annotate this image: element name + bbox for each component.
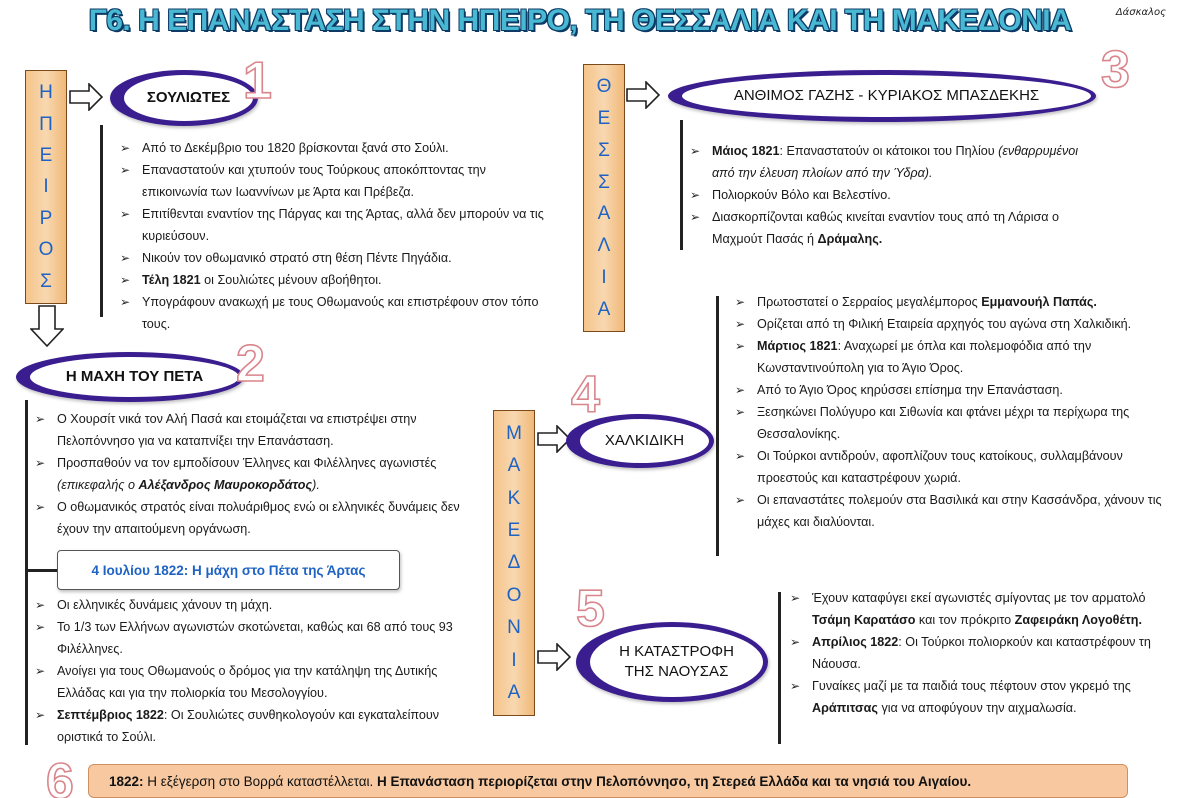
region-letter: Α — [597, 203, 611, 225]
list-item: ➢ Ξεσηκώνει Πολύγυρο και Σιθωνία και φτάνει μέχρι τα περίχωρα της Θεσσαλονίκης. — [733, 401, 1173, 445]
region-letter: Θ — [596, 76, 612, 98]
list-item: ➢ Οι επαναστάτες πολεμούν στα Βασιλικά και στην Κασσάνδρα, χάνουν τις μάχες και διαλύονται. — [733, 489, 1173, 533]
section-5-list — [788, 587, 1178, 719]
arrow-down-icon — [30, 305, 64, 347]
arrow-right-icon — [69, 83, 103, 111]
section-4-heading: ΧΑΛΚΙΔΙΚΗ — [566, 414, 714, 468]
region-letter: Α — [507, 455, 521, 477]
region-letter: Λ — [597, 235, 611, 257]
list-item: ➢ Από το Άγιο Όρος κηρύσσει επίσημα την Επανάσταση. — [733, 379, 1173, 401]
section-3-heading: ΑΝΘΙΜΟΣ ΓΑΖΗΣ - ΚΥΡΙΑΚΟΣ ΜΠΑΣΔΕΚΗΣ — [668, 70, 1096, 122]
list-item: ➢ Μάιος 1821: Επαναστατούν οι κάτοικοι του Πηλίου (ενθαρρυμένοι από την έλευση πλοίων από την Ύδρα). — [688, 140, 1098, 184]
region-letter: Ο — [506, 584, 522, 606]
section-5-heading: Η ΚΑΤΑΣΤΡΟΦΗ ΤΗΣ ΝΑΟΥΣΑΣ — [576, 622, 768, 702]
list-item: ➢ Πρωτοστατεί ο Σερραίος μεγαλέμπορος Εμμανουήλ Παπάς. — [733, 291, 1173, 313]
region-letter: Μ — [506, 422, 522, 444]
list-item: ➢ Επαναστατούν και χτυπούν τους Τούρκους αποκόπτοντας την επικοινωνία των Ιωαννίνων με Άρτα και Πρέβεζα. — [118, 159, 546, 203]
list-item: ➢ Ανοίγει για τους Οθωμανούς ο δρόμος για την κατάληψη της Δυτικής Ελλάδας και για την πολιορκία του Μεσολογγίου. — [33, 660, 488, 704]
region-bar-macedonia — [493, 410, 535, 716]
section-6-number: 6 — [46, 753, 74, 798]
list-item: ➢ Προσπαθούν να τον εμποδίσουν Έλληνες και Φιλέλληνες αγωνιστές (επικεφαλής ο Αλέξανδρος Μαυροκορδάτος). — [33, 452, 493, 496]
section-2-heading: Η ΜΑΧΗ ΤΟΥ ΠΕΤΑ — [16, 352, 244, 402]
list-item: ➢ Ο Χουρσίτ νικά τον Αλή Πασά και ετοιμάζεται να επιστρέψει στην Πελοπόννησο για να καταπνίξει την Επανάσταση. — [33, 408, 493, 452]
list-item: ➢ Γυναίκες μαζί με τα παιδιά τους πέφτουν στον γκρεμό της Αράπιτσας για να αποφύγουν την αιχμαλωσία. — [788, 675, 1178, 719]
section-5-number: 5 — [576, 580, 605, 638]
connector-line — [680, 120, 683, 250]
list-item: ➢ Από το Δεκέμβριο του 1820 βρίσκονται ξανά στο Σούλι. — [118, 137, 546, 159]
region-letter: Ι — [511, 649, 517, 671]
list-item: ➢ Το 1/3 των Ελλήνων αγωνιστών σκοτώνεται, καθώς και 68 από τους 93 Φιλέλληνες. — [33, 616, 488, 660]
region-letter: Ι — [43, 176, 49, 198]
region-bar-epirus — [25, 70, 67, 304]
footer-summary: 1822: Η εξέγερση στο Βορρά καταστέλλεται. Η Επανάσταση περιορίζεται στην Πελοπόννησο, τη Στερεά Ελλάδα και τα νησιά του Αιγαίου. — [88, 764, 1128, 798]
region-letter: Ε — [597, 108, 611, 130]
connector-line — [25, 400, 28, 745]
section-1-number: 1 — [243, 52, 272, 110]
list-item: ➢ Τέλη 1821 οι Σουλιώτες μένουν αβοήθητοι. — [118, 269, 546, 291]
region-letter: Σ — [40, 270, 52, 292]
list-item: ➢ Διασκορπίζονται καθώς κινείται εναντίον τους από τη Λάρισα ο Μαχμούτ Πασάς ή Δράμαλης. — [688, 206, 1098, 250]
list-item: ➢ Απρίλιος 1822: Οι Τούρκοι πολιορκούν και καταστρέφουν τη Νάουσα. — [788, 631, 1178, 675]
list-item: ➢ Επιτίθενται εναντίον της Πάργας και της Άρτας, αλλά δεν μπορούν να τις κυριεύσουν. — [118, 203, 546, 247]
region-letter: Α — [597, 298, 611, 320]
author-label: Δάσκαλος — [1115, 7, 1166, 18]
region-letter: Α — [507, 682, 521, 704]
section-2-number: 2 — [236, 335, 265, 393]
connector-line — [25, 569, 57, 572]
section-1-heading: ΣΟΥΛΙΩΤΕΣ — [110, 70, 258, 126]
battle-date-box: 4 Ιουλίου 1822: Η μάχη στο Πέτα της Άρτας — [57, 550, 400, 590]
list-item: ➢ Πολιορκούν Βόλο και Βελεστίνο. — [688, 184, 1098, 206]
region-letter: Κ — [507, 487, 521, 509]
section-1-list — [118, 137, 546, 335]
region-letter: Η — [39, 82, 53, 104]
region-letter: Σ — [598, 139, 610, 161]
list-item: ➢ Οι ελληνικές δυνάμεις χάνουν τη μάχη. — [33, 594, 488, 616]
list-item: ➢ Οι Τούρκοι αντιδρούν, αφοπλίζουν τους κατοίκους, συλλαμβάνουν προεστούς και καταστρέφουν χωριά. — [733, 445, 1173, 489]
region-letter: Ρ — [39, 207, 53, 229]
connector-line — [100, 125, 103, 317]
region-letter: Δ — [507, 552, 521, 574]
section-3-number: 3 — [1101, 41, 1130, 99]
section-2-battle-list — [33, 594, 488, 748]
region-letter: Ε — [507, 520, 521, 542]
section-2-list — [33, 408, 493, 540]
section-4-list — [733, 291, 1173, 533]
region-letter: Π — [39, 113, 53, 135]
arrow-right-icon — [626, 81, 660, 109]
region-letter: Ε — [39, 145, 53, 167]
arrow-right-icon — [537, 643, 571, 671]
region-letter: Ν — [507, 617, 521, 639]
list-item: ➢ Νικούν τον οθωμανικό στρατό στη θέση Πέντε Πηγάδια. — [118, 247, 546, 269]
region-letter: Ο — [38, 239, 54, 261]
list-item: ➢ Ορίζεται από τη Φιλική Εταιρεία αρχηγός του αγώνα στη Χαλκιδική. — [733, 313, 1173, 335]
list-item: ➢ Ο οθωμανικός στρατός είναι πολυάριθμος ενώ οι ελληνικές δυνάμεις δεν έχουν την απαιτούμενη οργάνωση. — [33, 496, 493, 540]
section-3-list — [688, 140, 1098, 250]
section-4-number: 4 — [571, 366, 600, 424]
list-item: ➢ Έχουν καταφύγει εκεί αγωνιστές σμίγοντας με τον αρματολό Τσάμη Καρατάσο και τον πρόκριτο Ζαφειράκη Λογοθέτη. — [788, 587, 1178, 631]
list-item: ➢ Σεπτέμβριος 1822: Οι Σουλιώτες συνθηκολογούν και εγκαταλείπουν οριστικά το Σούλι. — [33, 704, 488, 748]
list-item: ➢ Υπογράφουν ανακωχή με τους Οθωμανούς και επιστρέφουν στον τόπο τους. — [118, 291, 546, 335]
region-bar-thessaly — [583, 64, 625, 332]
connector-line — [716, 296, 719, 556]
region-letter: Σ — [598, 171, 610, 193]
region-letter: Ι — [601, 266, 607, 288]
page-title: Γ6. Η ΕΠΑΝΑΣΤΑΣΗ ΣΤΗΝ ΗΠΕΙΡΟ, ΤΗ ΘΕΣΣΑΛΙΑ ΚΑΙ ΤΗ ΜΑΚΕΔΟΝΙΑ — [88, 4, 1072, 37]
connector-line — [778, 592, 781, 744]
list-item: ➢ Μάρτιος 1821: Αναχωρεί με όπλα και πολεμοφόδια από την Κωνσταντινούπολη για το Άγιο Όρος. — [733, 335, 1173, 379]
